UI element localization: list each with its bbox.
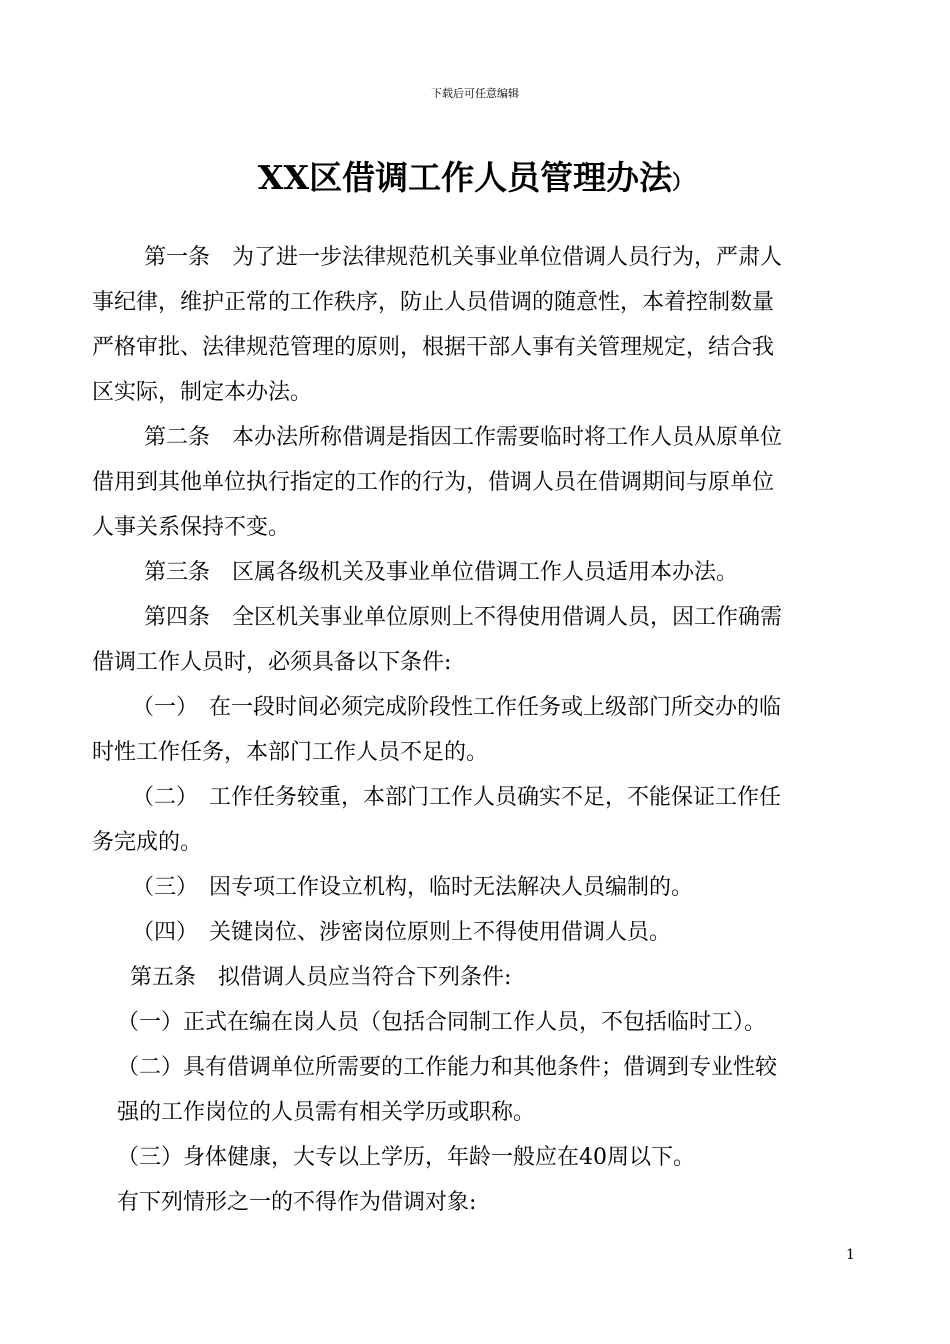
paragraph-line: 第二条 本办法所称借调是指因工作需要临时将工作人员从原单位 bbox=[144, 425, 783, 450]
paragraph-line: （一）正式在编在岗人员（包括合同制工作人员，不包括临时工）。 bbox=[117, 1010, 767, 1035]
paragraph-line: 事纪律，维护正常的工作秩序，防止人员借调的随意性，本着控制数量 bbox=[92, 290, 775, 315]
document-title bbox=[0, 155, 950, 205]
paragraph-line: 人事关系保持不变。 bbox=[92, 515, 291, 540]
paragraph-line: （三）身体健康，大专以上学历，年龄一般应在40周以下。 bbox=[117, 1145, 695, 1170]
paragraph-line: （二）具有借调单位所需要的工作能力和其他条件；借调到专业性较 bbox=[117, 1055, 778, 1080]
paragraph-line: （三） 因专项工作设立机构，临时无法解决人员编制的。 bbox=[132, 875, 694, 900]
title-suffix: ） bbox=[672, 170, 693, 194]
paragraph-line: 严格审批、法律规范管理的原则，根据干部人事有关管理规定，结合我 bbox=[92, 335, 775, 360]
paragraph-line: （二） 工作任务较重，本部门工作人员确实不足，不能保证工作任 bbox=[132, 785, 782, 810]
paragraph-line: 务完成的。 bbox=[92, 830, 203, 855]
page-number: 1 bbox=[846, 1247, 855, 1263]
paragraph-line: 借调工作人员时，必须具备以下条件: bbox=[92, 650, 452, 675]
paragraph-line: 区实际，制定本办法。 bbox=[92, 380, 313, 405]
paragraph-line: 第四条 全区机关事业单位原则上不得使用借调人员，因工作确需 bbox=[144, 605, 783, 630]
title-text: XX区借调工作人员管理办法 bbox=[257, 158, 673, 197]
paragraph-line: 第三条 区属各级机关及事业单位借调工作人员适用本办法。 bbox=[144, 560, 739, 585]
paragraph-line: 时性工作任务，本部门工作人员不足的。 bbox=[92, 740, 489, 765]
paragraph-line: 强的工作岗位的人员需有相关学历或职称。 bbox=[117, 1100, 536, 1125]
page-header: 下载后可任意编辑 bbox=[431, 87, 519, 100]
paragraph-line: 借用到其他单位执行指定的工作的行为，借调人员在借调期间与原单位 bbox=[92, 470, 775, 495]
paragraph-line: 有下列情形之一的不得作为借调对象: bbox=[117, 1190, 477, 1215]
paragraph-line: 第一条 为了进一步法律规范机关事业单位借调人员行为，严肃人 bbox=[144, 245, 783, 270]
paragraph-line: 第五条 拟借调人员应当符合下列条件: bbox=[130, 965, 512, 990]
paragraph-line: （一） 在一段时间必须完成阶段性工作任务或上级部门所交办的临 bbox=[132, 695, 782, 720]
paragraph-line: （四） 关键岗位、涉密岗位原则上不得使用借调人员。 bbox=[132, 920, 672, 945]
